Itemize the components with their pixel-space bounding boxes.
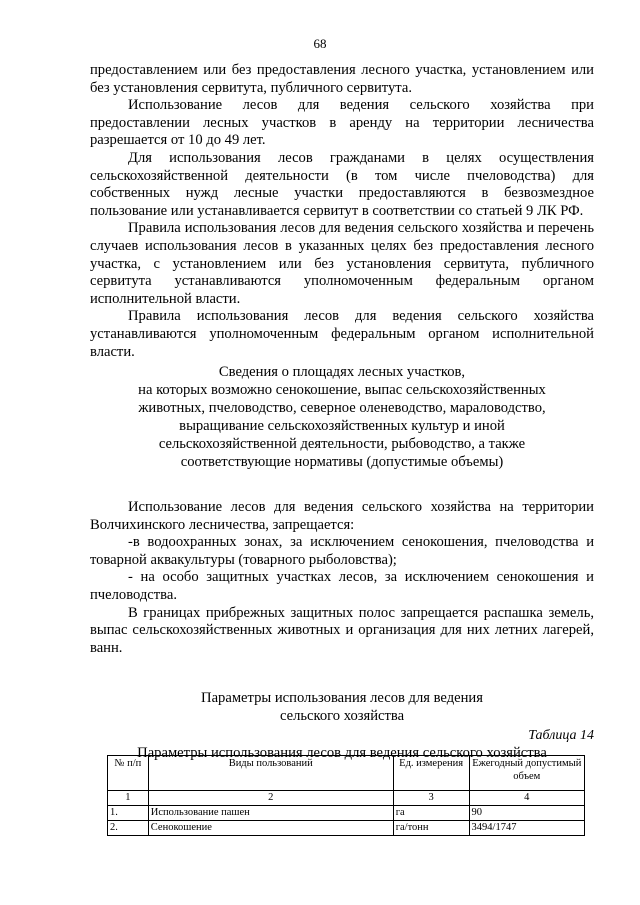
row-number-cell: 2.: [108, 821, 149, 836]
document-body: [90, 62, 594, 763]
table-number-label: Таблица 14: [528, 728, 594, 744]
heading-line: сельскохозяйственной деятельности, рыбоводство, а также: [158, 436, 526, 453]
index-cell: 1: [108, 791, 149, 806]
paragraph-9: В границах прибрежных защитных полос запрещается распашка земель, выпас сельскохозяйственных животных и организация для них летних лагерей, ванн.: [90, 604, 594, 656]
subheading-line: сельского хозяйства: [279, 708, 405, 725]
index-cell: 2: [148, 791, 393, 806]
unit-cell: га: [393, 806, 469, 821]
paragraph-7: -в водоохранных зонах, за исключением сенокошения, пчеловодства и товарной аквакультуры (товарного рыболовства);: [90, 534, 594, 568]
header-cell-annual-volume: Ежегодный допустимый объем: [469, 756, 584, 791]
heading-line: выращивание сельскохозяйственных культур и иной: [179, 418, 505, 435]
usage-type-cell: Использование пашен: [148, 806, 393, 821]
paragraph-3: Для использования лесов гражданами в целях осуществления сельскохозяйственной деятельности (в том числе пчеловодства) для собственных нужд лесные участки предоставляются в безвозмездное пользование или устанавливается сервитут в соответствии со статьей 9 ЛК РФ.: [90, 149, 594, 219]
header-cell-unit: Ед. измерения: [393, 756, 469, 791]
table-row: [108, 821, 585, 836]
index-cell: 4: [469, 791, 584, 806]
index-cell: 3: [393, 791, 469, 806]
unit-cell: га/тонн: [393, 821, 469, 836]
paragraph-4: Правила использования лесов для ведения сельского хозяйства и перечень случаев использования лесов в указанных целях без предоставления лесного участка, с установлением или без установления сервитута, публичного сервитута устанавливаются уполномоченным федеральным органом исполнительной власти.: [90, 220, 594, 307]
header-cell-usage-type: Виды пользований: [148, 756, 393, 791]
volume-cell: 90: [469, 806, 584, 821]
usage-type-cell: Сенокошение: [148, 821, 393, 836]
paragraph-6: Использование лесов для ведения сельского хозяйства на территории Волчихинского лесничества, запрещается:: [90, 499, 594, 533]
heading-line: Сведения о площадях лесных участков,: [218, 364, 466, 381]
paragraph-8: - на особо защитных участках лесов, за исключением сенокошения и пчеловодства.: [90, 569, 594, 604]
subheading-line: Параметры использования лесов для ведения: [201, 690, 483, 707]
volume-cell: 3494/1747: [469, 821, 584, 836]
row-number-cell: 1.: [108, 806, 149, 821]
paragraph-5: Правила использования лесов для ведения сельского хозяйства устанавливаются уполномоченным федеральным органом исполнительной власти.: [90, 308, 594, 360]
page-number: 68: [313, 36, 327, 51]
paragraph-1: предоставлением или без предоставления лесного участка, установлением или без установления сервитута, публичного сервитута.: [90, 62, 594, 96]
section-heading: [90, 363, 594, 471]
table-section-heading: [90, 689, 594, 725]
paragraph-2: Использование лесов для ведения сельского хозяйства при предоставлении лесных участков в аренду на территории лесничества разрешается от 10 до 49 лет.: [90, 97, 594, 149]
heading-line: животных, пчеловодство, северное оленеводство, мараловодство,: [138, 400, 546, 417]
table-row: [108, 806, 585, 821]
parameters-table: [107, 755, 585, 836]
table-index-row: [108, 791, 585, 806]
heading-line: на которых возможно сенокошение, выпас сельскохозяйственных: [138, 382, 546, 399]
table-caption: Параметры использования лесов для ведения сельского хозяйства: [137, 745, 547, 762]
heading-line: соответствующие нормативы (допустимые объемы): [180, 454, 504, 471]
table-header-row: [108, 756, 585, 791]
header-cell-number: № п/п: [108, 756, 149, 791]
